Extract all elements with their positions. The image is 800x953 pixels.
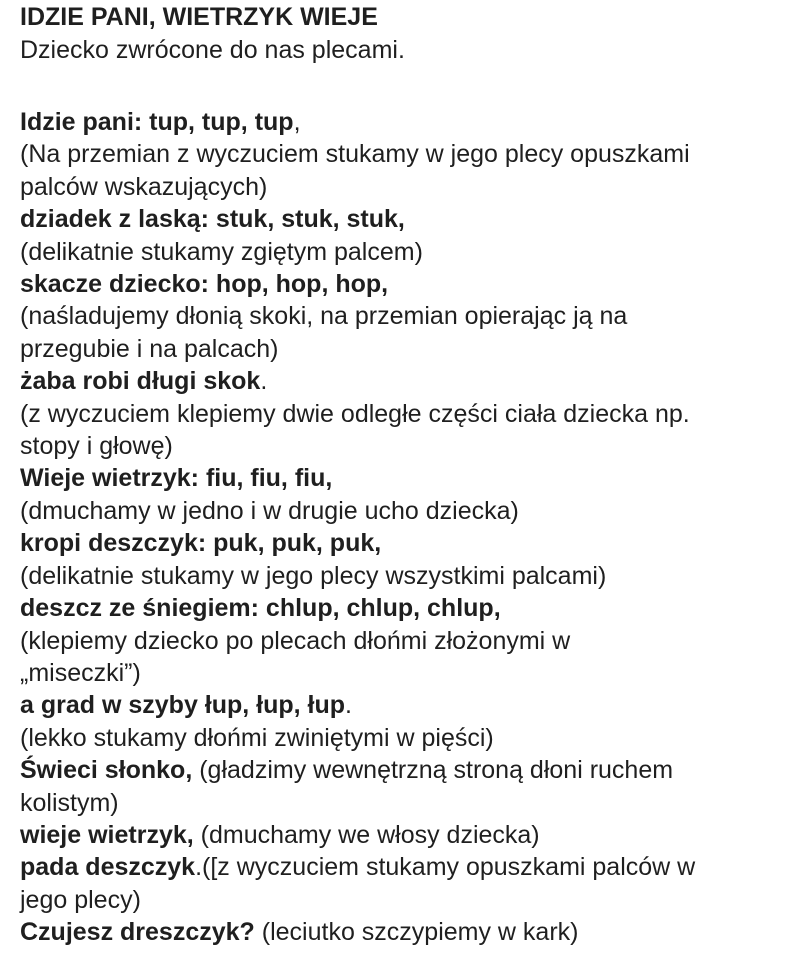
- document-title: IDZIE PANI, WIETRZYK WIEJE: [20, 3, 378, 31]
- normal-text: (lekko stukamy dłońmi zwiniętymi w pięści): [20, 723, 494, 752]
- text-line-15: [20, 560, 795, 592]
- bold-text: żaba robi długi skok: [20, 367, 261, 396]
- normal-text: (gładzimy wewnętrzną stroną dłoni ruchem: [199, 756, 674, 785]
- normal-text: ,: [293, 108, 301, 136]
- bold-text: wieje wietrzyk,: [20, 820, 201, 849]
- bold-text: Wieje wietrzyk: fiu, fiu, fiu,: [20, 464, 333, 493]
- normal-text: (z wyczuciem klepiemy dwie odległe części ciała dziecka np.: [20, 399, 690, 428]
- bold-text: skacze dziecko: hop, hop, hop,: [20, 270, 389, 299]
- normal-text: .: [345, 691, 352, 720]
- bold-text: Czujesz dreszczyk?: [20, 918, 262, 947]
- bold-text: Świeci słonko,: [20, 756, 200, 785]
- normal-text: (naśladujemy dłonią skoki, na przemian opierając ją na: [20, 302, 628, 331]
- text-line-23: [20, 819, 795, 851]
- text-line-18: [20, 657, 795, 689]
- text-line-16: [20, 592, 795, 624]
- bold-text: deszcz ze śniegiem: chlup, chlup, chlup,: [20, 594, 501, 623]
- normal-text: (delikatnie stukamy zgiętym palcem): [20, 237, 423, 266]
- text-line-8: [20, 333, 795, 365]
- text-line-5: [20, 236, 795, 268]
- text-line-6: [20, 268, 795, 300]
- normal-text: „miseczki”): [20, 658, 141, 687]
- text-line-14: [20, 527, 795, 559]
- text-line-2: [20, 138, 795, 170]
- text-line-9: [20, 365, 795, 397]
- normal-text: .([z wyczuciem stukamy opuszkami palców w: [195, 853, 696, 882]
- text-line-11: [20, 430, 795, 462]
- normal-text: (delikatnie stukamy w jego plecy wszystkimi palcami): [20, 561, 607, 590]
- bold-text: Idzie pani: tup, tup, tup: [20, 108, 294, 136]
- normal-text: palców wskazujących): [20, 172, 268, 201]
- normal-text: (klepiemy dziecko po plecach dłońmi złożonymi w: [20, 626, 571, 655]
- text-line-7: [20, 300, 795, 332]
- normal-text: .: [260, 367, 268, 396]
- text-line-12: [20, 462, 795, 494]
- text-line-24: [20, 851, 795, 883]
- text-line-22: [20, 787, 795, 819]
- text-line-3: [20, 171, 795, 203]
- normal-text: (dmuchamy w jedno i w drugie ucho dziecka): [20, 496, 519, 525]
- text-line-25: [20, 884, 795, 916]
- normal-text: przegubie i na palcach): [20, 334, 279, 363]
- normal-text: (dmuchamy we włosy dziecka): [200, 820, 540, 849]
- text-line-19: [20, 689, 795, 721]
- normal-text: (Na przemian z wyczuciem stukamy w jego plecy opuszkami: [20, 140, 690, 169]
- bold-text: a grad w szyby łup, łup, łup: [20, 691, 346, 720]
- bold-text: pada deszczyk: [20, 853, 196, 882]
- text-line-13: [20, 495, 795, 527]
- document-page: [20, 0, 795, 949]
- text-line-1: [20, 106, 795, 138]
- normal-text: stopy i głowę): [20, 432, 173, 461]
- bold-text: kropi deszczyk: puk, puk, puk,: [20, 529, 382, 558]
- normal-text: (leciutko szczypiemy w kark): [261, 918, 579, 947]
- text-line-21: [20, 754, 795, 786]
- text-line-20: [20, 722, 795, 754]
- normal-text: kolistym): [20, 788, 119, 817]
- document-subtitle: Dziecko zwrócone do nas plecami.: [20, 36, 405, 64]
- normal-text: jego plecy): [20, 885, 141, 914]
- text-line-10: [20, 398, 795, 430]
- text-line-4: [20, 203, 795, 235]
- text-line-26: [20, 916, 795, 948]
- text-line-17: [20, 625, 795, 657]
- bold-text: dziadek z laską: stuk, stuk, stuk,: [20, 205, 405, 234]
